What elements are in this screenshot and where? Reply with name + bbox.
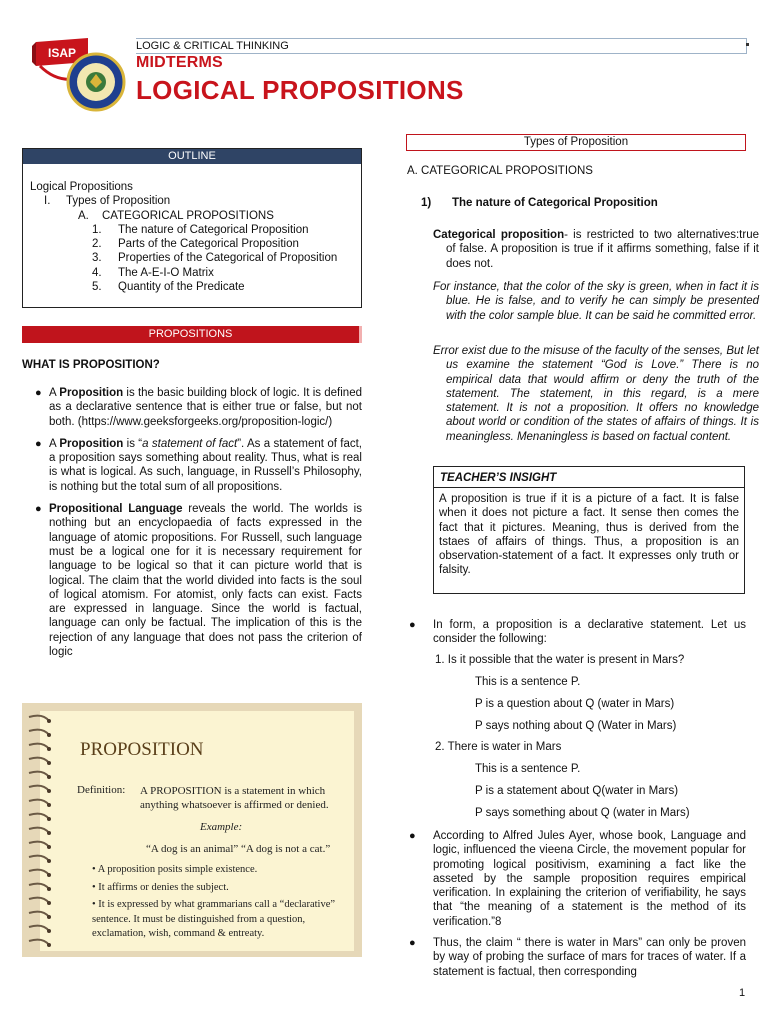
nature-subheading: 1) The nature of Categorical Proposition bbox=[421, 197, 658, 209]
example-line: This is a sentence P. bbox=[475, 676, 581, 688]
outline-item: 2. Parts of the Categorical Proposition bbox=[92, 238, 299, 251]
example-question-2: 2. There is water in Mars bbox=[435, 741, 562, 753]
categorical-propositions-heading: A. CATEGORICAL PROPOSITIONS bbox=[407, 165, 593, 177]
bullet-statement-of-fact: ● A Proposition is “a statement of fact”. As a statement of fact, a proposition says something about reality. Thus, what is real is what is logical. As such, language, in Russell’s Philosophy, is nothing but the total sum of all propositions. bbox=[35, 437, 362, 493]
what-is-proposition-heading: WHAT IS PROPOSITION? bbox=[22, 359, 160, 371]
proposition-notebook-image bbox=[22, 703, 362, 957]
outline-box bbox=[22, 148, 362, 308]
bullet-definition: ● A Proposition is the basic building block of logic. It is defined as a declarative sentence that is either true or false, but not both. (https://www.geeksforgeeks.org/proposition-logic/) bbox=[35, 387, 362, 428]
exam-label: MIDTERMS bbox=[136, 54, 223, 71]
example-line: P is a statement about Q(water in Mars) bbox=[475, 785, 679, 797]
outline-level1: I. Types of Proposition bbox=[44, 195, 171, 208]
outline-heading: OUTLINE bbox=[23, 149, 361, 164]
notebook-definition-label: Definition: bbox=[77, 784, 126, 796]
example-line: P is a question about Q (water in Mars) bbox=[475, 698, 675, 710]
notebook-example: “A dog is an animal” “A dog is not a cat.” bbox=[146, 843, 331, 855]
outline-item: 5. Quantity of the Predicate bbox=[92, 281, 245, 294]
types-of-proposition-heading: Types of Proposition bbox=[406, 134, 746, 151]
bullet-thus: ● Thus, the claim “ there is water in Mars” can only be proven by way of probing the surface of mars for traces of water. If a statement is factual, then corresponding bbox=[409, 937, 746, 978]
bullet-propositional-language: ● Propositional Language reveals the world. The worlds is nothing but an encyclopaedia of facts expressed in the language of atomic propositions. For Russell, such language must be a logical one for it is necessary requirement for language to be logical so that it can picture world that is logical. The claim that the world divided into facts is the soul of logical atomism. For atomist, only facts can exist. Facts are expressed in language. Since the world is factual, language can only be factual. The implication of this is the rejection of any language that does not pass the criterion of logic bbox=[35, 503, 362, 659]
page-number: 1 bbox=[739, 987, 746, 999]
example-line: This is a sentence P. bbox=[475, 763, 581, 775]
outline-item: 1. The nature of Categorical Proposition bbox=[92, 223, 309, 236]
teachers-insight-box bbox=[433, 466, 745, 594]
insight-body: A proposition is true if it is a picture of a fact. It is false when it does not picture a fact. It sense then comes the fact that it pictures. Meaning, thus is derived from the tstaes of affairs of things. Thus, a proposition is an observation-statement of a fact. It expresses only truth or falsity. bbox=[439, 493, 739, 577]
outline-level2: A. CATEGORICAL PROPOSITIONS bbox=[78, 209, 274, 222]
course-bar bbox=[136, 38, 747, 54]
example-paragraph: For instance, that the color of the sky is green, when in fact it is blue. He is false, and to verify he can simply be presented with the color sample blue. It can be said he committed error. bbox=[433, 281, 759, 322]
bullet-form: ● In form, a proposition is a declarative statement. Let us consider the following: bbox=[409, 619, 746, 646]
notebook-title: PROPOSITION bbox=[80, 739, 204, 760]
example-line: P says nothing about Q (Water in Mars) bbox=[475, 720, 677, 732]
outline-item: 3. Properties of the Categorical of Proposition bbox=[92, 252, 338, 265]
outline-item: 4. The A-E-I-O Matrix bbox=[92, 266, 214, 279]
example-line: P says something about Q (water in Mars) bbox=[475, 807, 690, 819]
spiral-binding-icon bbox=[25, 713, 53, 947]
error-paragraph: Error exist due to the misuse of the faculty of the senses, But let us examine the statement “God is Love.” There is no empirical data that would affirm or deny the truth of the statement. The statement, in this regard, is a mere statement. It is not a proposition. It offers no knowledge about world or condition of the states of affairs of things. It is meaningless. Menaningless is based on factual content. bbox=[433, 345, 759, 443]
notebook-example-label: Example: bbox=[200, 821, 243, 833]
notebook-bullets: • A proposition posits simple existence. • It affirms or denies the subject. • It is expressed by what grammarians call a “declarative” sentence. It must be distinguished from a question, exclamation, wish, command & entreaty. bbox=[92, 864, 336, 939]
proposition-bullets bbox=[22, 386, 362, 667]
course-name: LOGIC & CRITICAL THINKING bbox=[136, 40, 289, 52]
bullet-ayer: ● According to Alfred Jules Ayer, whose book, Language and logic, influenced the vieena Circle, the movement popular for promoting logical positivism, examining a fact like the asseted by the sample proposition requires empirical verification. In explaining the criterion of verifiability, he says that “the meaning of a statement is the method of its verification.”8 bbox=[409, 830, 746, 928]
notebook-definition: A PROPOSITION is a statement in which anything whatsoever is affirmed or denied. bbox=[140, 785, 329, 811]
example-question-1: 1. Is it possible that the water is present in Mars? bbox=[435, 654, 685, 666]
insight-title: TEACHER’S INSIGHT bbox=[434, 467, 744, 488]
school-logo bbox=[30, 36, 130, 112]
categorical-definition: Categorical proposition- is restricted to two alternatives:true of false. A proposition is true if it affirms something, false if it does not. bbox=[433, 229, 759, 270]
propositions-heading: PROPOSITIONS bbox=[22, 326, 362, 343]
outline-title: Logical Propositions bbox=[30, 181, 133, 193]
page-title: LOGICAL PROPOSITIONS bbox=[136, 75, 464, 105]
logo-text: ISAP bbox=[47, 46, 77, 60]
